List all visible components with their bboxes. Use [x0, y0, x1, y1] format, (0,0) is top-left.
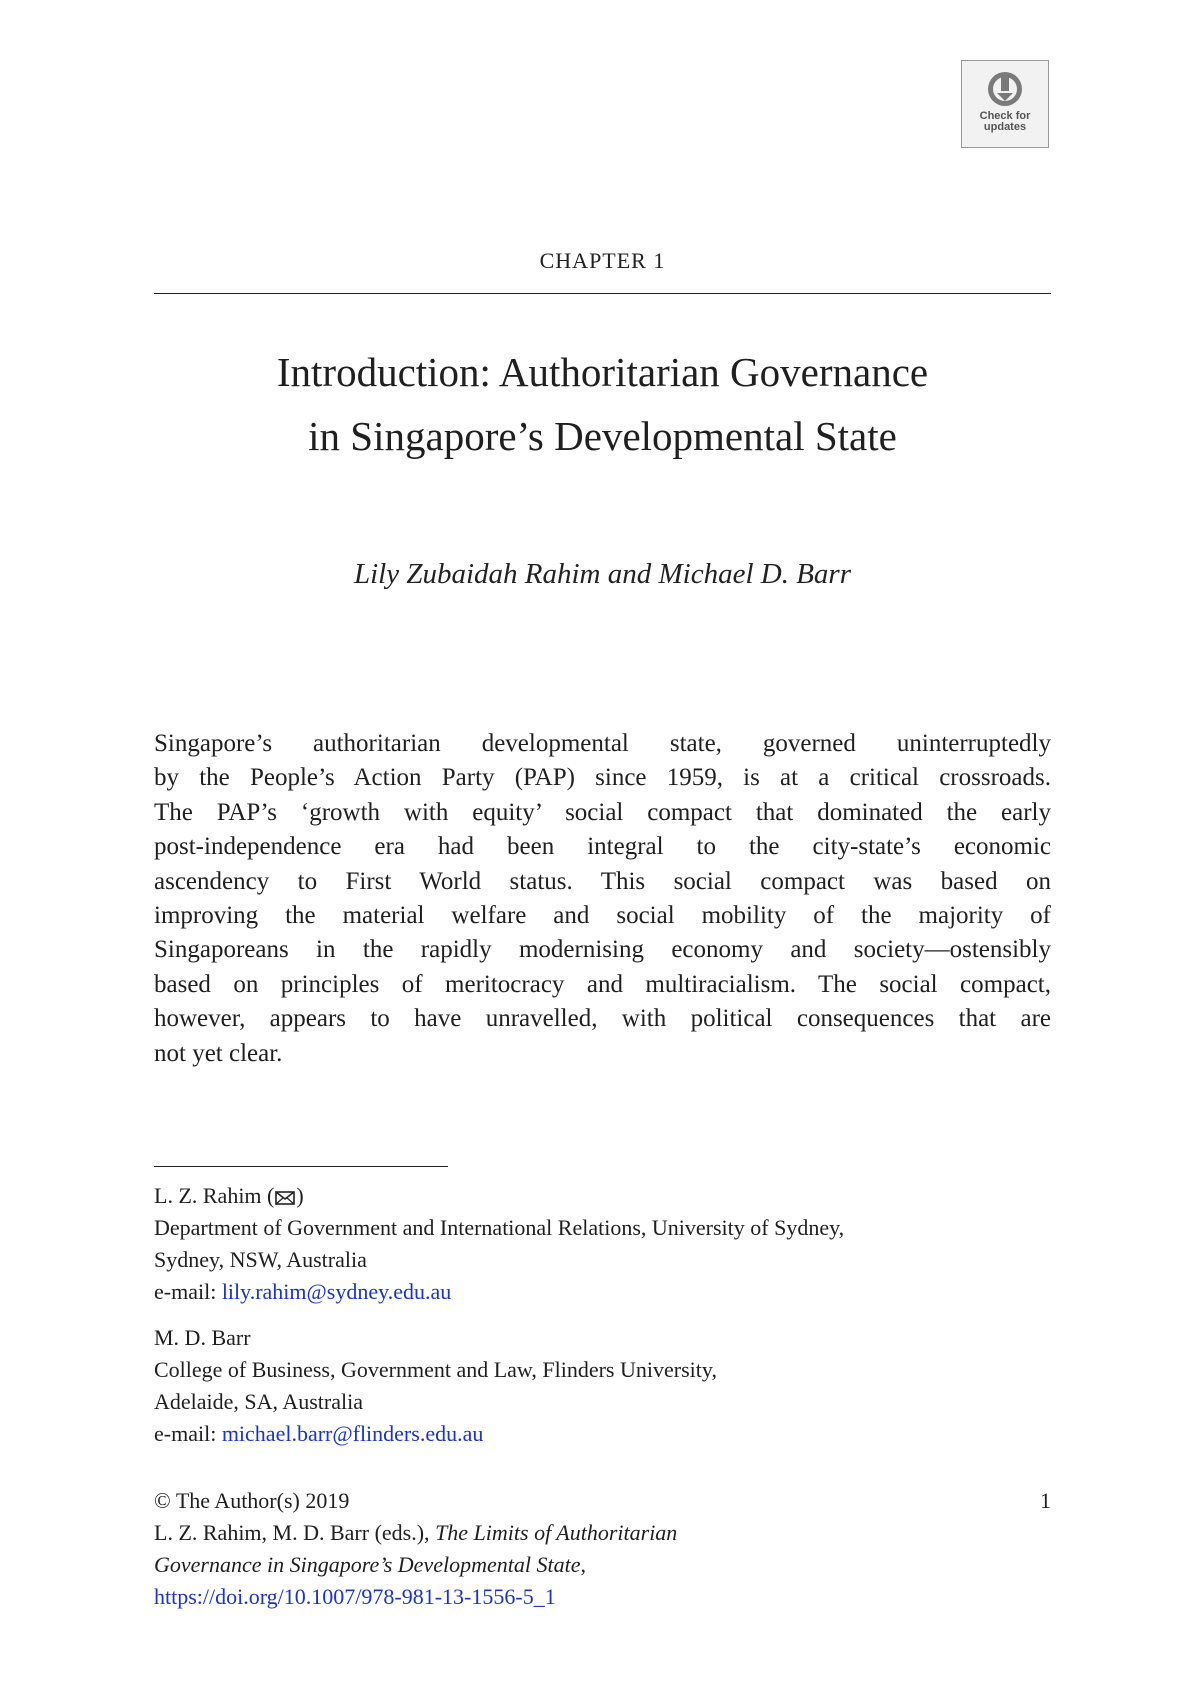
- page-number: 1: [1040, 1488, 1051, 1513]
- badge-label: Check for updates: [979, 110, 1031, 133]
- affiliation-dept-line: Department of Government and International Relations, University of Sydney,: [154, 1215, 845, 1240]
- book-title: The Limits of Authoritarian: [435, 1520, 678, 1545]
- check-for-updates-badge[interactable]: [961, 60, 1049, 148]
- abstract-line: not yet clear.: [154, 1039, 283, 1067]
- doi-link[interactable]: https://doi.org/10.1007/978-981-13-1556-5_1: [154, 1584, 556, 1609]
- citation-line: Governance in Singapore’s Developmental State,: [154, 1552, 586, 1577]
- abstract-line: however, appears to have unravelled, with political consequences that are: [154, 1005, 1051, 1033]
- book-title: Governance in Singapore’s Developmental State: [154, 1552, 581, 1577]
- author-names: Lily Zubaidah Rahim and Michael D. Barr: [353, 558, 851, 590]
- mail-icon: [275, 1190, 295, 1206]
- chapter-title-line-2: in Singapore’s Developmental State: [308, 413, 897, 459]
- chapter-label: CHAPTER 1: [539, 248, 666, 273]
- abstract-line: post-independence era had been integral to the city-state’s economic: [154, 833, 1051, 861]
- chapter-title: [154, 340, 1051, 468]
- abstract-line: The PAP’s ‘growth with equity’ social compact that dominated the early: [154, 798, 1051, 826]
- affiliation-dept-line: Adelaide, SA, Australia: [154, 1389, 363, 1414]
- abstract-line: based on principles of meritocracy and multiracialism. The social compact,: [154, 970, 1051, 998]
- footnote-rule: [154, 1166, 448, 1167]
- page-footer: [154, 1485, 1051, 1613]
- affiliation-rahim: [154, 1180, 1051, 1308]
- affiliation-email-row: e-mail: michael.barr@flinders.edu.au: [154, 1421, 484, 1446]
- abstract-line: by the People’s Action Party (PAP) since 1959, is at a critical crossroads.: [154, 764, 1051, 792]
- abstract-paragraph: [154, 727, 1051, 1071]
- affiliation-name: L. Z. Rahim ( ): [154, 1183, 304, 1208]
- affiliation-email-row: e-mail: lily.rahim@sydney.edu.au: [154, 1279, 452, 1304]
- affiliation-dept-line: Sydney, NSW, Australia: [154, 1247, 367, 1272]
- abstract-line: Singaporeans in the rapidly modernising economy and society—ostensibly: [154, 936, 1051, 964]
- citation-line: [154, 1581, 1051, 1613]
- affiliation-barr: [154, 1322, 1051, 1450]
- copyright-notice: © The Author(s) 2019: [154, 1488, 350, 1513]
- citation-line: L. Z. Rahim, M. D. Barr (eds.), The Limits of Authoritarian: [154, 1520, 678, 1545]
- email-link-barr[interactable]: michael.barr@flinders.edu.au: [221, 1421, 484, 1446]
- abstract-line: ascendency to First World status. This social compact was based on: [154, 867, 1051, 895]
- crossmark-icon: [985, 69, 1025, 109]
- abstract-line: Singapore’s authoritarian developmental state, governed uninterruptedly: [154, 730, 1051, 757]
- email-link-rahim[interactable]: lily.rahim@sydney.edu.au: [221, 1279, 452, 1304]
- chapter-rule: [154, 293, 1051, 294]
- abstract-line: improving the material welfare and social mobility of the majority of: [154, 902, 1051, 930]
- chapter-title-line-1: Introduction: Authoritarian Governance: [276, 349, 929, 395]
- affiliation-dept-line: College of Business, Government and Law, Flinders University,: [154, 1357, 717, 1382]
- affiliation-name: M. D. Barr: [154, 1325, 251, 1350]
